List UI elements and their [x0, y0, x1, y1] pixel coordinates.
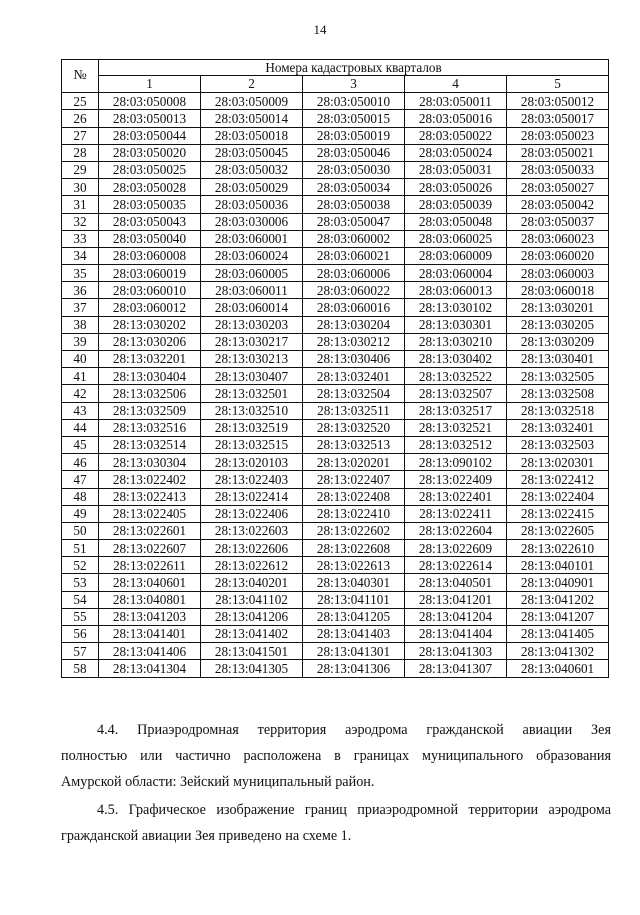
- cadastral-number-cell: 28:13:022607: [99, 540, 201, 557]
- cadastral-number-cell: 28:03:050036: [201, 196, 303, 213]
- cadastral-number-cell: 28:13:032510: [201, 402, 303, 419]
- cadastral-number-cell: 28:13:022408: [303, 488, 405, 505]
- cadastral-number-cell: 28:13:030213: [201, 351, 303, 368]
- table-row: [62, 161, 609, 178]
- cadastral-number-cell: 28:13:041403: [303, 626, 405, 643]
- cadastral-number-cell: 28:13:022404: [507, 488, 609, 505]
- number-column-header: №: [62, 60, 99, 93]
- cadastral-number-cell: 28:13:030202: [99, 316, 201, 333]
- cadastral-number-cell: 28:03:060022: [303, 282, 405, 299]
- cadastral-number-cell: 28:13:032201: [99, 351, 201, 368]
- paragraph-line: 4.4. Приаэродромная территория аэродрома гражданской авиации Зея: [97, 722, 611, 738]
- cadastral-number-cell: 28:03:050044: [99, 127, 201, 144]
- cadastral-number-cell: 28:03:050015: [303, 110, 405, 127]
- cadastral-number-cell: 28:03:050030: [303, 161, 405, 178]
- cadastral-number-cell: 28:13:032517: [405, 402, 507, 419]
- cadastral-number-cell: 28:03:060025: [405, 230, 507, 247]
- row-number-cell: 41: [62, 368, 99, 385]
- cadastral-number-cell: 28:03:060009: [405, 247, 507, 264]
- cadastral-number-cell: 28:13:030301: [405, 316, 507, 333]
- cadastral-number-cell: 28:03:050010: [303, 93, 405, 110]
- cadastral-number-cell: 28:03:050035: [99, 196, 201, 213]
- row-number-cell: 30: [62, 179, 99, 196]
- cadastral-number-cell: 28:13:030205: [507, 316, 609, 333]
- cadastral-number-cell: 28:03:050021: [507, 144, 609, 161]
- cadastral-number-cell: 28:13:041204: [405, 608, 507, 625]
- cadastral-number-cell: 28:13:020201: [303, 454, 405, 471]
- cadastral-number-cell: 28:03:060024: [201, 247, 303, 264]
- row-number-cell: 25: [62, 93, 99, 110]
- row-number-cell: 53: [62, 574, 99, 591]
- cadastral-number-cell: 28:13:022613: [303, 557, 405, 574]
- table-row: [62, 626, 609, 643]
- cadastral-number-cell: 28:13:030401: [507, 351, 609, 368]
- table-row: [62, 454, 609, 471]
- cadastral-number-cell: 28:13:041402: [201, 626, 303, 643]
- paragraph-line: полностью или частично расположена в границах муниципального образования: [61, 748, 611, 764]
- cadastral-number-cell: 28:13:022608: [303, 540, 405, 557]
- cadastral-number-cell: 28:13:022611: [99, 557, 201, 574]
- cadastral-number-cell: 28:03:050025: [99, 161, 201, 178]
- column-header: 4: [405, 76, 507, 93]
- row-number-cell: 33: [62, 230, 99, 247]
- table-row: [62, 591, 609, 608]
- cadastral-number-cell: 28:03:050024: [405, 144, 507, 161]
- cadastral-number-cell: 28:03:050040: [99, 230, 201, 247]
- row-number-cell: 44: [62, 419, 99, 436]
- paragraph-line: гражданской авиации Зея приведено на схеме 1.: [61, 828, 352, 844]
- cadastral-number-cell: 28:13:030407: [201, 368, 303, 385]
- cadastral-number-cell: 28:13:022606: [201, 540, 303, 557]
- table-row: [62, 179, 609, 196]
- cadastral-number-cell: 28:13:041307: [405, 660, 507, 677]
- row-number-cell: 50: [62, 522, 99, 539]
- cadastral-number-cell: 28:03:060001: [201, 230, 303, 247]
- table-row: [62, 608, 609, 625]
- cadastral-number-cell: 28:13:030210: [405, 333, 507, 350]
- cadastral-number-cell: 28:13:032509: [99, 402, 201, 419]
- column-header: 5: [507, 76, 609, 93]
- paragraph-line: 4.5. Графическое изображение границ приаэродромной территории аэродрома: [97, 802, 611, 818]
- cadastral-number-cell: 28:13:022415: [507, 505, 609, 522]
- cadastral-number-cell: 28:13:030217: [201, 333, 303, 350]
- table-row: [62, 316, 609, 333]
- cadastral-number-cell: 28:13:040101: [507, 557, 609, 574]
- cadastral-number-cell: 28:13:041102: [201, 591, 303, 608]
- cadastral-number-cell: 28:03:060012: [99, 299, 201, 316]
- cadastral-number-cell: 28:03:060021: [303, 247, 405, 264]
- cadastral-number-cell: 28:13:041401: [99, 626, 201, 643]
- table-row: [62, 110, 609, 127]
- cadastral-number-cell: 28:03:050047: [303, 213, 405, 230]
- paragraph-line: Амурской области: Зейский муниципальный район.: [61, 774, 375, 790]
- cadastral-number-cell: 28:13:041406: [99, 643, 201, 660]
- cadastral-number-cell: 28:03:060019: [99, 265, 201, 282]
- row-number-cell: 42: [62, 385, 99, 402]
- cadastral-number-cell: 28:13:041202: [507, 591, 609, 608]
- cadastral-number-cell: 28:13:022609: [405, 540, 507, 557]
- table-row: [62, 144, 609, 161]
- cadastral-number-cell: 28:03:050048: [405, 213, 507, 230]
- row-number-cell: 46: [62, 454, 99, 471]
- cadastral-number-cell: 28:03:050020: [99, 144, 201, 161]
- row-number-cell: 58: [62, 660, 99, 677]
- cadastral-number-cell: 28:13:032522: [405, 368, 507, 385]
- cadastral-number-cell: 28:13:090102: [405, 454, 507, 471]
- cadastral-number-cell: 28:03:050014: [201, 110, 303, 127]
- table-row: [62, 230, 609, 247]
- table-row: [62, 247, 609, 264]
- cadastral-number-cell: 28:13:022401: [405, 488, 507, 505]
- table-row: [62, 660, 609, 677]
- paragraph-4-5: [61, 797, 611, 849]
- table-row: [62, 93, 609, 110]
- cadastral-number-cell: 28:13:041101: [303, 591, 405, 608]
- row-number-cell: 51: [62, 540, 99, 557]
- group-column-header: Номера кадастровых кварталов: [99, 60, 609, 76]
- cadastral-number-cell: 28:13:040801: [99, 591, 201, 608]
- cadastral-number-cell: 28:03:060006: [303, 265, 405, 282]
- cadastral-number-cell: 28:13:030209: [507, 333, 609, 350]
- row-number-cell: 40: [62, 351, 99, 368]
- cadastral-number-cell: 28:13:022601: [99, 522, 201, 539]
- table-row: [62, 282, 609, 299]
- cadastral-number-cell: 28:13:022407: [303, 471, 405, 488]
- table-body: [62, 93, 609, 677]
- cadastral-number-cell: 28:13:032515: [201, 436, 303, 453]
- cadastral-number-cell: 28:13:041201: [405, 591, 507, 608]
- cadastral-number-cell: 28:13:030203: [201, 316, 303, 333]
- cadastral-number-cell: 28:13:041501: [201, 643, 303, 660]
- cadastral-number-cell: 28:03:060003: [507, 265, 609, 282]
- row-number-cell: 37: [62, 299, 99, 316]
- table-row: [62, 557, 609, 574]
- cadastral-number-cell: 28:13:030304: [99, 454, 201, 471]
- cadastral-number-cell: 28:03:050034: [303, 179, 405, 196]
- cadastral-number-cell: 28:13:032507: [405, 385, 507, 402]
- cadastral-number-cell: 28:03:050043: [99, 213, 201, 230]
- cadastral-number-cell: 28:03:050009: [201, 93, 303, 110]
- cadastral-number-cell: 28:03:050046: [303, 144, 405, 161]
- column-header: 1: [99, 76, 201, 93]
- cadastral-number-cell: 28:13:041305: [201, 660, 303, 677]
- cadastral-number-cell: 28:13:022614: [405, 557, 507, 574]
- cadastral-number-cell: 28:03:050019: [303, 127, 405, 144]
- cadastral-number-cell: 28:03:050045: [201, 144, 303, 161]
- cadastral-number-cell: 28:03:060020: [507, 247, 609, 264]
- cadastral-number-cell: 28:03:060011: [201, 282, 303, 299]
- cadastral-number-cell: 28:13:041404: [405, 626, 507, 643]
- cadastral-number-cell: 28:13:041303: [405, 643, 507, 660]
- cadastral-number-cell: 28:03:050028: [99, 179, 201, 196]
- column-header: 3: [303, 76, 405, 93]
- cadastral-number-cell: 28:13:022610: [507, 540, 609, 557]
- cadastral-number-cell: 28:13:022604: [405, 522, 507, 539]
- cadastral-number-cell: 28:13:030212: [303, 333, 405, 350]
- cadastral-number-cell: 28:03:060014: [201, 299, 303, 316]
- cadastral-number-cell: 28:03:050027: [507, 179, 609, 196]
- cadastral-number-cell: 28:13:032505: [507, 368, 609, 385]
- cadastral-number-cell: 28:13:041304: [99, 660, 201, 677]
- cadastral-number-cell: 28:13:032401: [303, 368, 405, 385]
- cadastral-number-cell: 28:13:022603: [201, 522, 303, 539]
- table-header-row: [62, 60, 609, 76]
- cadastral-number-cell: 28:13:041206: [201, 608, 303, 625]
- cadastral-number-cell: 28:13:022605: [507, 522, 609, 539]
- table-row: [62, 505, 609, 522]
- cadastral-quarters-table: [61, 59, 609, 678]
- cadastral-number-cell: 28:13:041203: [99, 608, 201, 625]
- cadastral-number-cell: 28:13:030406: [303, 351, 405, 368]
- row-number-cell: 56: [62, 626, 99, 643]
- row-number-cell: 43: [62, 402, 99, 419]
- cadastral-number-cell: 28:13:032512: [405, 436, 507, 453]
- row-number-cell: 57: [62, 643, 99, 660]
- row-number-cell: 28: [62, 144, 99, 161]
- cadastral-number-cell: 28:03:060010: [99, 282, 201, 299]
- table-row: [62, 522, 609, 539]
- cadastral-number-cell: 28:03:050008: [99, 93, 201, 110]
- row-number-cell: 26: [62, 110, 99, 127]
- cadastral-number-cell: 28:13:022403: [201, 471, 303, 488]
- cadastral-number-cell: 28:13:030404: [99, 368, 201, 385]
- row-number-cell: 31: [62, 196, 99, 213]
- cadastral-number-cell: 28:03:060004: [405, 265, 507, 282]
- cadastral-number-cell: 28:03:060008: [99, 247, 201, 264]
- cadastral-number-cell: 28:13:040501: [405, 574, 507, 591]
- cadastral-number-cell: 28:13:032401: [507, 419, 609, 436]
- row-number-cell: 32: [62, 213, 99, 230]
- row-number-cell: 38: [62, 316, 99, 333]
- table-row: [62, 127, 609, 144]
- cadastral-number-cell: 28:03:050042: [507, 196, 609, 213]
- cadastral-number-cell: 28:13:032519: [201, 419, 303, 436]
- cadastral-number-cell: 28:03:050017: [507, 110, 609, 127]
- table-row: [62, 643, 609, 660]
- cadastral-number-cell: 28:13:041405: [507, 626, 609, 643]
- cadastral-number-cell: 28:03:030006: [201, 213, 303, 230]
- row-number-cell: 55: [62, 608, 99, 625]
- cadastral-number-cell: 28:13:040301: [303, 574, 405, 591]
- cadastral-number-cell: 28:03:050038: [303, 196, 405, 213]
- row-number-cell: 45: [62, 436, 99, 453]
- cadastral-number-cell: 28:13:041205: [303, 608, 405, 625]
- cadastral-number-cell: 28:13:022411: [405, 505, 507, 522]
- cadastral-number-cell: 28:03:050018: [201, 127, 303, 144]
- cadastral-number-cell: 28:13:040201: [201, 574, 303, 591]
- cadastral-number-cell: 28:13:022410: [303, 505, 405, 522]
- table-row: [62, 385, 609, 402]
- row-number-cell: 39: [62, 333, 99, 350]
- cadastral-number-cell: 28:13:022412: [507, 471, 609, 488]
- cadastral-number-cell: 28:03:050011: [405, 93, 507, 110]
- page-number: 14: [313, 22, 327, 37]
- cadastral-number-cell: 28:13:041301: [303, 643, 405, 660]
- cadastral-number-cell: 28:13:022612: [201, 557, 303, 574]
- cadastral-number-cell: 28:13:032514: [99, 436, 201, 453]
- cadastral-number-cell: 28:13:032506: [99, 385, 201, 402]
- row-number-cell: 54: [62, 591, 99, 608]
- cadastral-number-cell: 28:13:022414: [201, 488, 303, 505]
- row-number-cell: 27: [62, 127, 99, 144]
- cadastral-number-cell: 28:13:022406: [201, 505, 303, 522]
- cadastral-number-cell: 28:03:050039: [405, 196, 507, 213]
- table-subheader-row: [62, 76, 609, 93]
- cadastral-number-cell: 28:13:030206: [99, 333, 201, 350]
- cadastral-number-cell: 28:03:050037: [507, 213, 609, 230]
- cadastral-number-cell: 28:13:040601: [507, 660, 609, 677]
- table-row: [62, 540, 609, 557]
- row-number-cell: 36: [62, 282, 99, 299]
- table-row: [62, 471, 609, 488]
- cadastral-number-cell: 28:13:041207: [507, 608, 609, 625]
- cadastral-number-cell: 28:03:060018: [507, 282, 609, 299]
- cadastral-number-cell: 28:03:060016: [303, 299, 405, 316]
- cadastral-number-cell: 28:03:060002: [303, 230, 405, 247]
- paragraph-4-4: [61, 717, 611, 795]
- cadastral-number-cell: 28:13:022405: [99, 505, 201, 522]
- row-number-cell: 29: [62, 161, 99, 178]
- table-row: [62, 488, 609, 505]
- table-row: [62, 213, 609, 230]
- cadastral-number-cell: 28:13:032504: [303, 385, 405, 402]
- cadastral-number-cell: 28:13:032521: [405, 419, 507, 436]
- cadastral-number-cell: 28:13:041302: [507, 643, 609, 660]
- cadastral-number-cell: 28:13:032513: [303, 436, 405, 453]
- cadastral-number-cell: 28:03:050016: [405, 110, 507, 127]
- column-header: 2: [201, 76, 303, 93]
- table-row: [62, 299, 609, 316]
- row-number-cell: 52: [62, 557, 99, 574]
- row-number-cell: 35: [62, 265, 99, 282]
- cadastral-number-cell: 28:13:040901: [507, 574, 609, 591]
- cadastral-number-cell: 28:13:032516: [99, 419, 201, 436]
- cadastral-number-cell: 28:13:030102: [405, 299, 507, 316]
- cadastral-number-cell: 28:03:050026: [405, 179, 507, 196]
- cadastral-number-cell: 28:03:060005: [201, 265, 303, 282]
- cadastral-number-cell: 28:03:050031: [405, 161, 507, 178]
- cadastral-number-cell: 28:13:041306: [303, 660, 405, 677]
- row-number-cell: 49: [62, 505, 99, 522]
- cadastral-number-cell: 28:13:032520: [303, 419, 405, 436]
- table-row: [62, 333, 609, 350]
- table-row: [62, 265, 609, 282]
- cadastral-number-cell: 28:13:022402: [99, 471, 201, 488]
- cadastral-number-cell: 28:03:050022: [405, 127, 507, 144]
- cadastral-number-cell: 28:03:050023: [507, 127, 609, 144]
- cadastral-number-cell: 28:13:022409: [405, 471, 507, 488]
- table-row: [62, 574, 609, 591]
- table-row: [62, 436, 609, 453]
- cadastral-number-cell: 28:13:022602: [303, 522, 405, 539]
- cadastral-number-cell: 28:13:020301: [507, 454, 609, 471]
- cadastral-number-cell: 28:03:060013: [405, 282, 507, 299]
- cadastral-number-cell: 28:13:032501: [201, 385, 303, 402]
- cadastral-number-cell: 28:03:050029: [201, 179, 303, 196]
- row-number-cell: 34: [62, 247, 99, 264]
- cadastral-number-cell: 28:13:030201: [507, 299, 609, 316]
- cadastral-number-cell: 28:13:040601: [99, 574, 201, 591]
- cadastral-number-cell: 28:03:050033: [507, 161, 609, 178]
- table-row: [62, 419, 609, 436]
- cadastral-number-cell: 28:13:032508: [507, 385, 609, 402]
- cadastral-number-cell: 28:03:050013: [99, 110, 201, 127]
- cadastral-number-cell: 28:13:030402: [405, 351, 507, 368]
- cadastral-number-cell: 28:13:020103: [201, 454, 303, 471]
- cadastral-number-cell: 28:13:032518: [507, 402, 609, 419]
- cadastral-number-cell: 28:03:050032: [201, 161, 303, 178]
- cadastral-number-cell: 28:13:032511: [303, 402, 405, 419]
- table-row: [62, 402, 609, 419]
- row-number-cell: 48: [62, 488, 99, 505]
- cadastral-number-cell: 28:13:030204: [303, 316, 405, 333]
- cadastral-number-cell: 28:13:032503: [507, 436, 609, 453]
- cadastral-number-cell: 28:03:060023: [507, 230, 609, 247]
- cadastral-number-cell: 28:13:022413: [99, 488, 201, 505]
- table-row: [62, 368, 609, 385]
- cadastral-number-cell: 28:03:050012: [507, 93, 609, 110]
- table-row: [62, 196, 609, 213]
- row-number-cell: 47: [62, 471, 99, 488]
- table-row: [62, 351, 609, 368]
